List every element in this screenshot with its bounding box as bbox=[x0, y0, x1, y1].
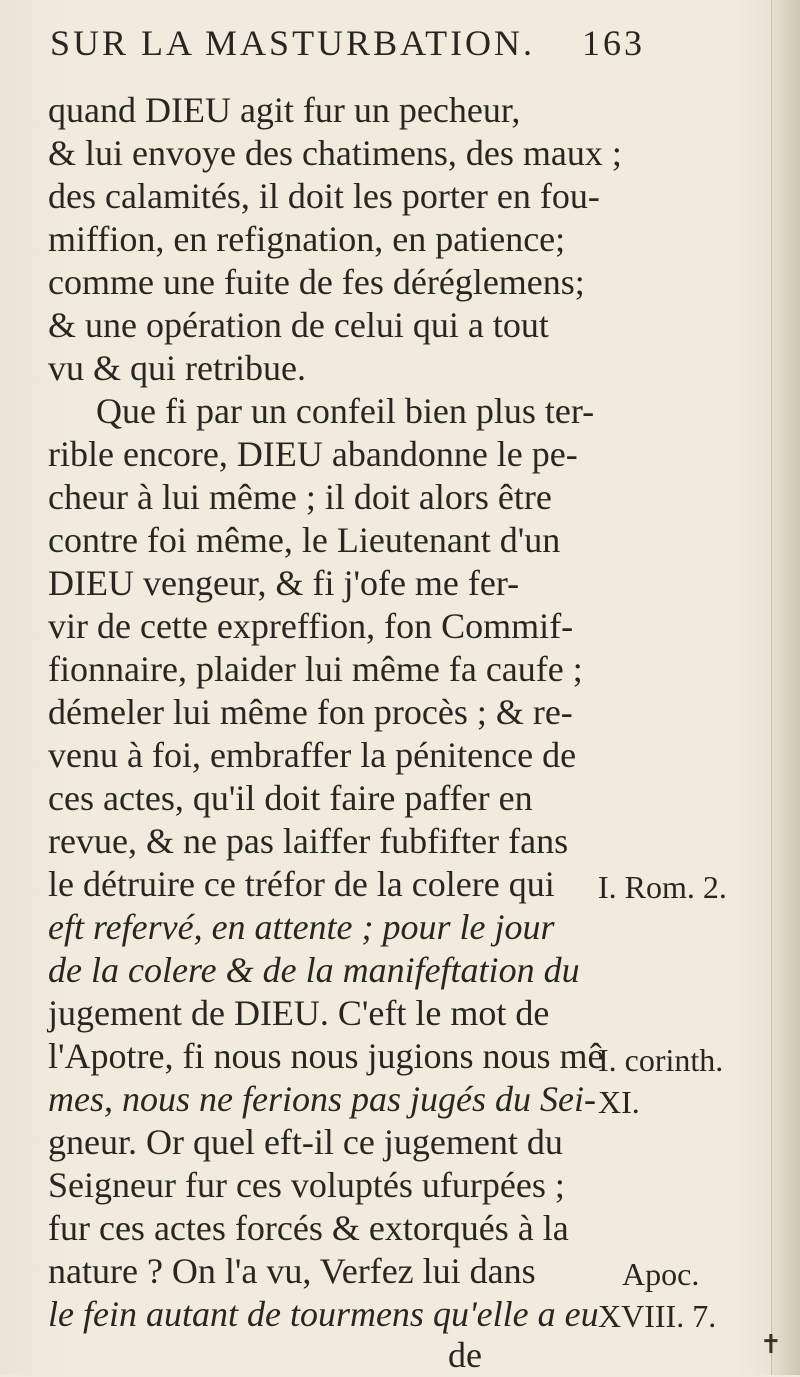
text-line: gneur. Or quel eft-il ce jugement du bbox=[48, 1122, 563, 1162]
text-line: mes, nous ne ferions pas jugés du Sei- bbox=[48, 1079, 596, 1119]
page-number: 163 bbox=[582, 23, 645, 63]
text-line: ces actes, qu'il doit faire paffer en bbox=[48, 778, 533, 818]
running-header bbox=[50, 12, 690, 66]
text-line: de la colere & de la manifeftation du bbox=[48, 950, 580, 990]
text-line: nature ? On l'a vu, Verfez lui dans bbox=[48, 1251, 536, 1291]
page-edge bbox=[771, 0, 800, 1375]
catchword: de bbox=[448, 1335, 482, 1375]
text-line: DIEU vengeur, & fi j'ofe me fer- bbox=[48, 563, 520, 603]
text-line: démeler lui même fon procès ; & re- bbox=[48, 692, 573, 732]
text-line: vu & qui retribue. bbox=[48, 348, 306, 388]
text-line: revue, & ne pas laiffer fubfifter fans bbox=[48, 821, 569, 861]
text-line: & une opération de celui qui a tout bbox=[48, 305, 549, 345]
ornament-icon: ✝ bbox=[760, 1330, 782, 1360]
text-line: comme une fuite de fes déréglemens; bbox=[48, 262, 585, 302]
margin-note: XVIII. 7. bbox=[598, 1298, 717, 1334]
text-line: jugement de DIEU. C'eft le mot de bbox=[48, 993, 550, 1033]
text-line: miffion, en refignation, en patience; bbox=[48, 219, 566, 259]
text-line: Seigneur fur ces voluptés ufurpées ; bbox=[48, 1165, 565, 1205]
text-line: eft refervé, en attente ; pour le jour bbox=[48, 907, 555, 947]
margin-note: I. corinth. bbox=[598, 1042, 724, 1078]
margin-note: I. Rom. 2. bbox=[598, 869, 727, 905]
text-line: contre foi même, le Lieutenant d'un bbox=[48, 520, 561, 560]
text-line: des calamités, il doit les porter en fou- bbox=[48, 176, 600, 216]
text-line: fur ces actes forcés & extorqués à la bbox=[48, 1208, 569, 1248]
text-line: quand DIEU agit fur un pecheur, bbox=[48, 90, 521, 130]
text-line: venu à foi, embraffer la pénitence de bbox=[48, 735, 577, 775]
text-line: le détruire ce tréfor de la colere qui bbox=[48, 864, 555, 904]
text-line: rible encore, DIEU abandonne le pe- bbox=[48, 434, 578, 474]
margin-note: XI. bbox=[598, 1084, 640, 1120]
text-line: Que fi par un confeil bien plus ter- bbox=[96, 391, 595, 431]
text-line: fionnaire, plaider lui même fa caufe ; bbox=[48, 649, 583, 689]
text-line: le fein autant de tourmens qu'elle a eu bbox=[48, 1294, 599, 1334]
text-line: l'Apotre, fi nous nous jugions nous mê bbox=[48, 1036, 604, 1076]
text-line: vir de cette expreffion, fon Commif- bbox=[48, 606, 574, 646]
margin-note: Apoc. bbox=[622, 1256, 700, 1292]
text-line: & lui envoye des chatimens, des maux ; bbox=[48, 133, 622, 173]
running-title: SUR LA MASTURBATION. bbox=[50, 23, 536, 63]
text-line: cheur à lui même ; il doit alors être bbox=[48, 477, 552, 517]
